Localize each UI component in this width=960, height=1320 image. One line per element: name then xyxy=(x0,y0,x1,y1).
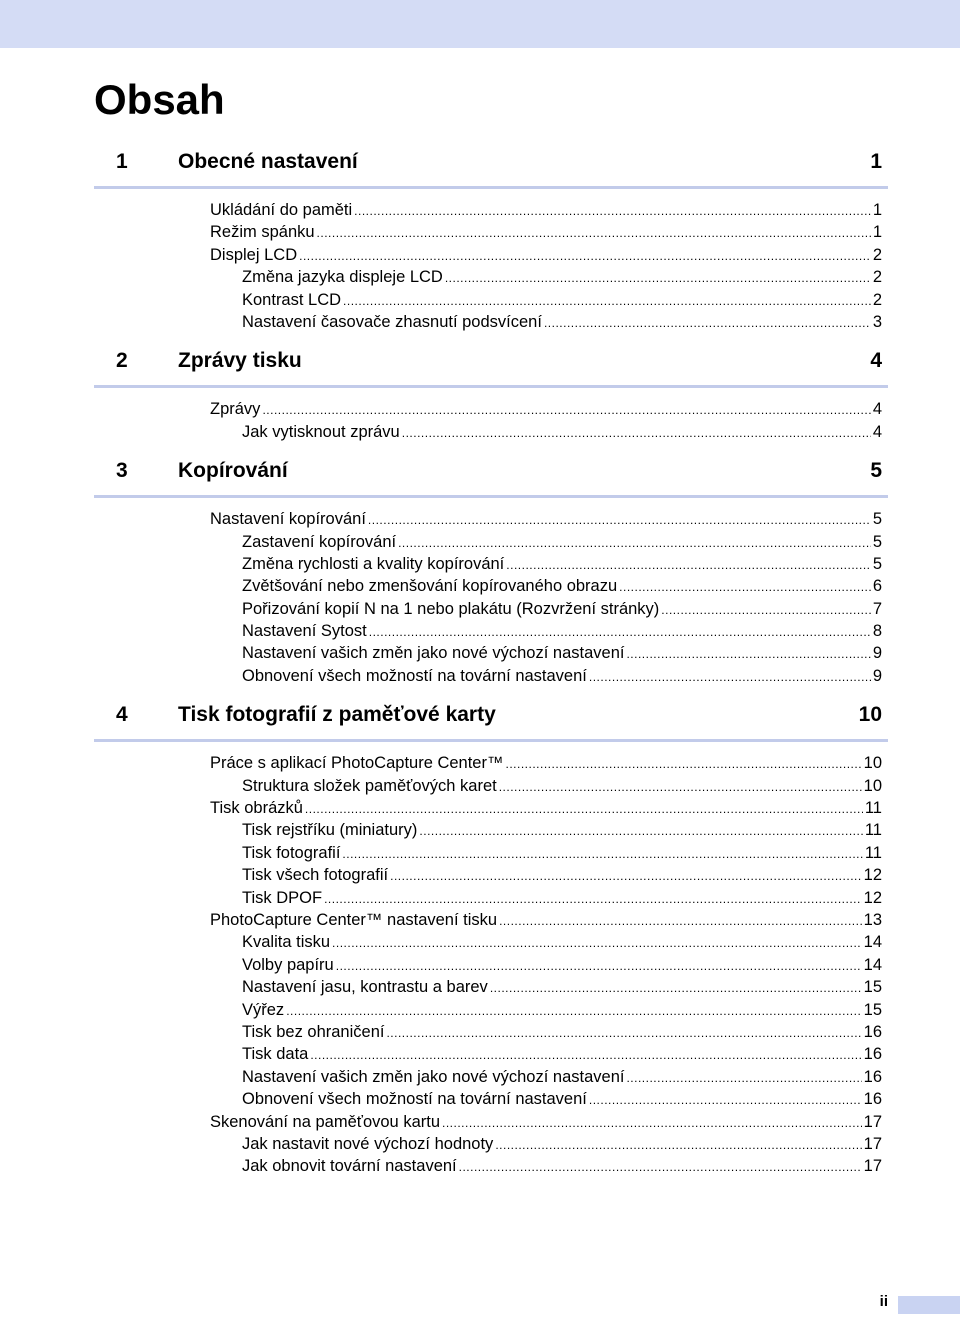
chapter-entries-1 xyxy=(94,189,888,333)
chapter-title: Zprávy tisku xyxy=(178,349,302,373)
dot-leader xyxy=(459,1156,862,1178)
entry-page: 16 xyxy=(863,1090,882,1109)
entry-page: 10 xyxy=(863,776,882,795)
chapter-title: Tisk fotografií z paměťové karty xyxy=(178,703,496,727)
toc-subentry[interactable] xyxy=(94,931,888,953)
toc-subentry[interactable] xyxy=(94,1043,888,1065)
chapter-entries-2 xyxy=(94,388,888,443)
toc-subentry[interactable] xyxy=(94,1133,888,1155)
entry-page: 14 xyxy=(863,933,882,952)
entry-page: 10 xyxy=(863,754,882,773)
entry-title: Nastavení Sytost xyxy=(242,622,367,641)
dot-leader xyxy=(310,1044,861,1066)
chapter-page: 4 xyxy=(870,349,882,373)
toc-subentry[interactable] xyxy=(94,819,888,841)
entry-page: 16 xyxy=(863,1067,882,1086)
entry-title: Obnovení všech možností na tovární nastavení xyxy=(242,1090,587,1109)
entry-title: Tisk bez ohraničení xyxy=(242,1022,385,1041)
dot-leader xyxy=(544,312,871,334)
chapter-entries-4 xyxy=(94,742,888,1177)
entry-title: Jak nastavit nové výchozí hodnoty xyxy=(242,1134,494,1153)
entry-title: Obnovení všech možností na tovární nastavení xyxy=(242,666,587,685)
chapter-number: 2 xyxy=(116,349,128,373)
dot-leader xyxy=(506,554,871,576)
entry-title: Tisk všech fotografií xyxy=(242,866,389,885)
entry-page: 15 xyxy=(863,978,882,997)
chapter-number: 1 xyxy=(116,150,128,173)
footer-bar xyxy=(898,1296,960,1314)
chapter-page: 1 xyxy=(870,150,882,173)
toc-subentry[interactable] xyxy=(94,575,888,597)
toc-subentry[interactable] xyxy=(94,311,888,333)
toc-subentry[interactable] xyxy=(94,665,888,687)
entry-title: Volby papíru xyxy=(242,955,334,974)
dot-leader xyxy=(343,290,871,312)
entry-page: 9 xyxy=(872,644,882,663)
entry-title: Nastavení jasu, kontrastu a barev xyxy=(242,978,488,997)
dot-leader xyxy=(499,776,862,798)
dot-leader xyxy=(589,666,871,688)
entry-title: Změna rychlosti a kvality kopírování xyxy=(242,554,505,573)
entry-title: Pořizování kopií N na 1 nebo plakátu (Rozvržení stránky) xyxy=(242,599,660,618)
dot-leader xyxy=(390,865,862,887)
entry-title: Nastavení vašich změn jako nové výchozí nastavení xyxy=(242,1067,625,1086)
chapter-title: Kopírování xyxy=(178,459,288,483)
toc-subentry[interactable] xyxy=(94,842,888,864)
dot-leader xyxy=(490,977,862,999)
dot-leader xyxy=(332,932,862,954)
header-band xyxy=(0,0,960,48)
toc-subentry[interactable] xyxy=(94,598,888,620)
entry-page: 12 xyxy=(863,866,882,885)
dot-leader xyxy=(505,753,861,775)
dot-leader xyxy=(262,399,870,421)
entry-page: 11 xyxy=(864,843,882,862)
entry-title: Tisk data xyxy=(242,1045,309,1064)
entry-title: Nastavení vašich změn jako nové výchozí nastavení xyxy=(242,644,625,663)
table-of-contents xyxy=(94,150,888,1178)
chapter-number: 3 xyxy=(116,459,128,483)
toc-subentry[interactable] xyxy=(94,1066,888,1088)
entry-page: 11 xyxy=(864,799,882,818)
dot-leader xyxy=(398,532,871,554)
page-title: Obsah xyxy=(94,76,225,123)
entry-page: 4 xyxy=(872,400,882,419)
entry-title: Displej LCD xyxy=(210,245,298,264)
entry-title: Jak obnovit tovární nastavení xyxy=(242,1157,457,1176)
entry-page: 8 xyxy=(872,622,882,641)
entry-page: 5 xyxy=(872,510,882,529)
toc-entry[interactable] xyxy=(94,244,888,266)
entry-title: Režim spánku xyxy=(210,223,315,242)
entry-title: Tisk fotografií xyxy=(242,843,341,862)
toc-entry[interactable] xyxy=(94,1111,888,1133)
chapter-page: 10 xyxy=(858,703,882,727)
toc-entry[interactable] xyxy=(94,909,888,931)
entry-title: Výřez xyxy=(242,1000,285,1019)
toc-entry[interactable] xyxy=(94,398,888,420)
entry-page: 2 xyxy=(872,268,882,287)
entry-title: Tisk DPOF xyxy=(242,888,323,907)
toc-subentry[interactable] xyxy=(94,1155,888,1177)
entry-page: 4 xyxy=(872,422,882,441)
toc-entry[interactable] xyxy=(94,752,888,774)
dot-leader xyxy=(495,1134,861,1156)
entry-page: 3 xyxy=(872,312,882,331)
dot-leader xyxy=(354,200,871,222)
toc-subentry[interactable] xyxy=(94,954,888,976)
dot-leader xyxy=(445,267,871,289)
dot-leader xyxy=(286,1000,861,1022)
chapter-page: 5 xyxy=(870,459,882,483)
toc-entry[interactable] xyxy=(94,508,888,530)
toc-subentry[interactable] xyxy=(94,887,888,909)
entry-page: 11 xyxy=(864,821,882,840)
dot-leader xyxy=(299,245,871,267)
toc-entry[interactable] xyxy=(94,221,888,243)
entry-title: Jak vytisknout zprávu xyxy=(242,422,400,441)
entry-page: 16 xyxy=(863,1045,882,1064)
entry-page: 17 xyxy=(863,1112,882,1131)
entry-page: 5 xyxy=(872,532,882,551)
dot-leader xyxy=(369,621,871,643)
entry-page: 16 xyxy=(863,1022,882,1041)
toc-subentry[interactable] xyxy=(94,553,888,575)
toc-subentry[interactable] xyxy=(94,1088,888,1110)
entry-title: Kvalita tisku xyxy=(242,933,331,952)
entry-title: Zprávy xyxy=(210,400,261,419)
entry-title: Práce s aplikací PhotoCapture Center™ xyxy=(210,754,504,773)
dot-leader xyxy=(324,888,862,910)
toc-subentry[interactable] xyxy=(94,642,888,664)
chapter-entries-3 xyxy=(94,498,888,687)
entry-page: 2 xyxy=(872,290,882,309)
dot-leader xyxy=(626,1067,861,1089)
dot-leader xyxy=(619,576,871,598)
entry-page: 14 xyxy=(863,955,882,974)
dot-leader xyxy=(419,820,862,842)
dot-leader xyxy=(386,1022,861,1044)
dot-leader xyxy=(626,643,870,665)
dot-leader xyxy=(402,422,871,444)
chapter-heading-1[interactable] xyxy=(94,150,888,189)
dot-leader xyxy=(342,843,862,865)
entry-title: PhotoCapture Center™ nastavení tisku xyxy=(210,910,498,929)
entry-page: 15 xyxy=(863,1000,882,1019)
dot-leader xyxy=(661,599,871,621)
toc-subentry[interactable] xyxy=(94,289,888,311)
toc-subentry[interactable] xyxy=(94,1021,888,1043)
entry-title: Kontrast LCD xyxy=(242,290,342,309)
dot-leader xyxy=(499,910,862,932)
entry-page: 1 xyxy=(872,201,882,219)
entry-title: Struktura složek paměťových karet xyxy=(242,776,497,795)
toc-subentry[interactable] xyxy=(94,620,888,642)
chapter-heading-3[interactable] xyxy=(94,459,888,498)
entry-title: Zastavení kopírování xyxy=(242,532,397,551)
entry-title: Nastavení kopírování xyxy=(210,510,366,529)
entry-page: 17 xyxy=(863,1134,882,1153)
chapter-title: Obecné nastavení xyxy=(178,150,358,173)
toc-subentry[interactable] xyxy=(94,266,888,288)
entry-page: 5 xyxy=(872,554,882,573)
entry-title: Tisk obrázků xyxy=(210,799,303,818)
entry-page: 2 xyxy=(872,245,882,264)
chapter-heading-4[interactable] xyxy=(94,703,888,742)
dot-leader xyxy=(589,1089,862,1111)
entry-title: Tisk rejstříku (miniatury) xyxy=(242,821,418,840)
dot-leader xyxy=(317,222,871,244)
entry-page: 6 xyxy=(872,577,882,596)
chapter-heading-2[interactable] xyxy=(94,349,888,388)
entry-page: 17 xyxy=(863,1157,882,1176)
entry-title: Skenování na paměťovou kartu xyxy=(210,1112,441,1131)
dot-leader xyxy=(442,1112,862,1134)
entry-title: Ukládání do paměti xyxy=(210,201,353,219)
toc-subentry[interactable] xyxy=(94,999,888,1021)
toc-subentry[interactable] xyxy=(94,531,888,553)
footer-page-number: ii xyxy=(879,1293,888,1310)
entry-page: 12 xyxy=(863,888,882,907)
entry-title: Změna jazyka displeje LCD xyxy=(242,268,443,287)
dot-leader xyxy=(305,798,863,820)
entry-title: Zvětšování nebo zmenšování kopírovaného obrazu xyxy=(242,577,618,596)
toc-subentry[interactable] xyxy=(94,864,888,886)
chapter-number: 4 xyxy=(116,703,128,727)
entry-page: 1 xyxy=(872,223,882,242)
toc-subentry[interactable] xyxy=(94,421,888,443)
toc-subentry[interactable] xyxy=(94,775,888,797)
entry-page: 9 xyxy=(872,666,882,685)
dot-leader xyxy=(336,955,862,977)
entry-page: 13 xyxy=(863,910,882,929)
dot-leader xyxy=(368,509,871,531)
toc-subentry[interactable] xyxy=(94,976,888,998)
toc-entry[interactable] xyxy=(94,797,888,819)
entry-title: Nastavení časovače zhasnutí podsvícení xyxy=(242,312,542,331)
toc-entry[interactable] xyxy=(94,199,888,221)
entry-page: 7 xyxy=(872,599,882,618)
